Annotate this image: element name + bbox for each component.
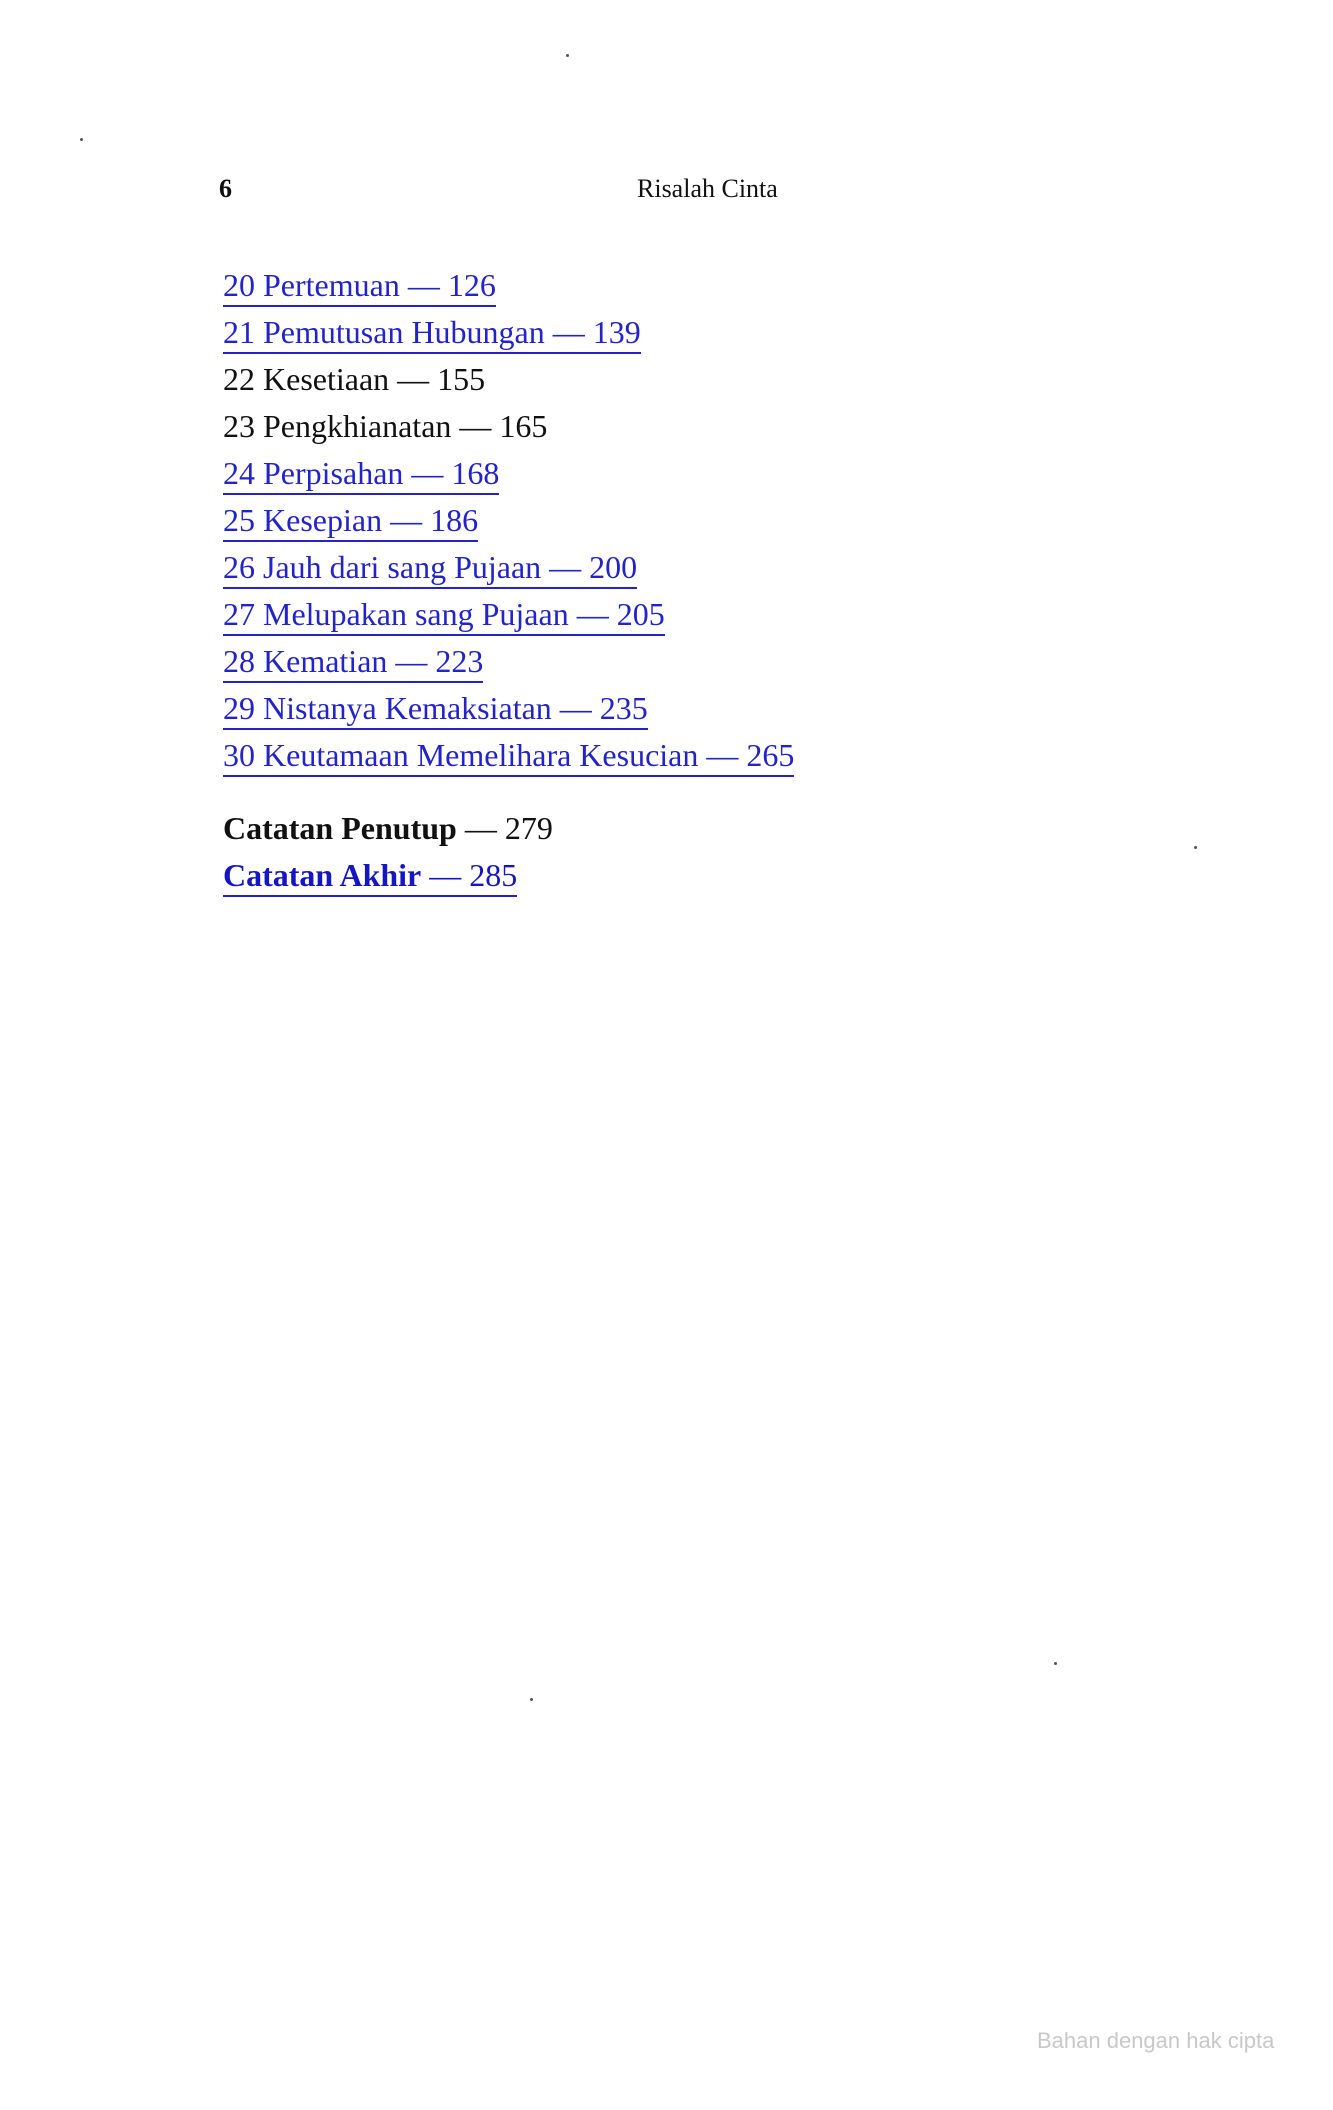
scan-speck: [1194, 846, 1197, 849]
toc-entry: [223, 356, 1123, 403]
copyright-watermark: Bahan dengan hak cipta: [1037, 2028, 1275, 2053]
toc-link-30[interactable]: 30 Keutamaan Memelihara Kesucian — 265: [223, 737, 794, 777]
page-number: 6: [219, 174, 232, 203]
toc-entry: [223, 403, 1123, 450]
scan-speck: [80, 138, 83, 141]
toc-entry-endnotes[interactable]: [223, 852, 1123, 899]
toc-entry[interactable]: [223, 262, 1123, 309]
toc-link-26[interactable]: 26 Jauh dari sang Pujaan — 200: [223, 549, 637, 589]
toc-link-endnotes[interactable]: Catatan Akhir — 285: [223, 857, 517, 897]
toc-link-29[interactable]: 29 Nistanya Kemaksiatan — 235: [223, 690, 648, 730]
toc-entry[interactable]: [223, 497, 1123, 544]
scan-speck: [1054, 1662, 1057, 1665]
toc-text-closing: Catatan Penutup — 279: [223, 810, 553, 846]
toc-entry[interactable]: [223, 450, 1123, 497]
toc-link-20[interactable]: 20 Pertemuan — 126: [223, 267, 496, 307]
toc-link-24[interactable]: 24 Perpisahan — 168: [223, 455, 499, 495]
table-of-contents: [223, 262, 1123, 899]
section-gap: [223, 779, 1123, 805]
scan-speck: [530, 1698, 533, 1701]
toc-entry[interactable]: [223, 732, 1123, 779]
scan-speck: [566, 54, 569, 57]
toc-link-28[interactable]: 28 Kematian — 223: [223, 643, 483, 683]
toc-entry[interactable]: [223, 591, 1123, 638]
toc-entry[interactable]: [223, 638, 1123, 685]
toc-link-27[interactable]: 27 Melupakan sang Pujaan — 205: [223, 596, 665, 636]
toc-link-25[interactable]: 25 Kesepian — 186: [223, 502, 478, 542]
toc-entry-closing: [223, 805, 1123, 852]
running-header-title: Risalah Cinta: [637, 174, 778, 203]
toc-entry[interactable]: [223, 544, 1123, 591]
toc-entry[interactable]: [223, 685, 1123, 732]
toc-entry[interactable]: [223, 309, 1123, 356]
toc-text-23: 23 Pengkhianatan — 165: [223, 408, 548, 444]
toc-text-22: 22 Kesetiaan — 155: [223, 361, 486, 397]
toc-link-21[interactable]: 21 Pemutusan Hubungan — 139: [223, 314, 641, 354]
